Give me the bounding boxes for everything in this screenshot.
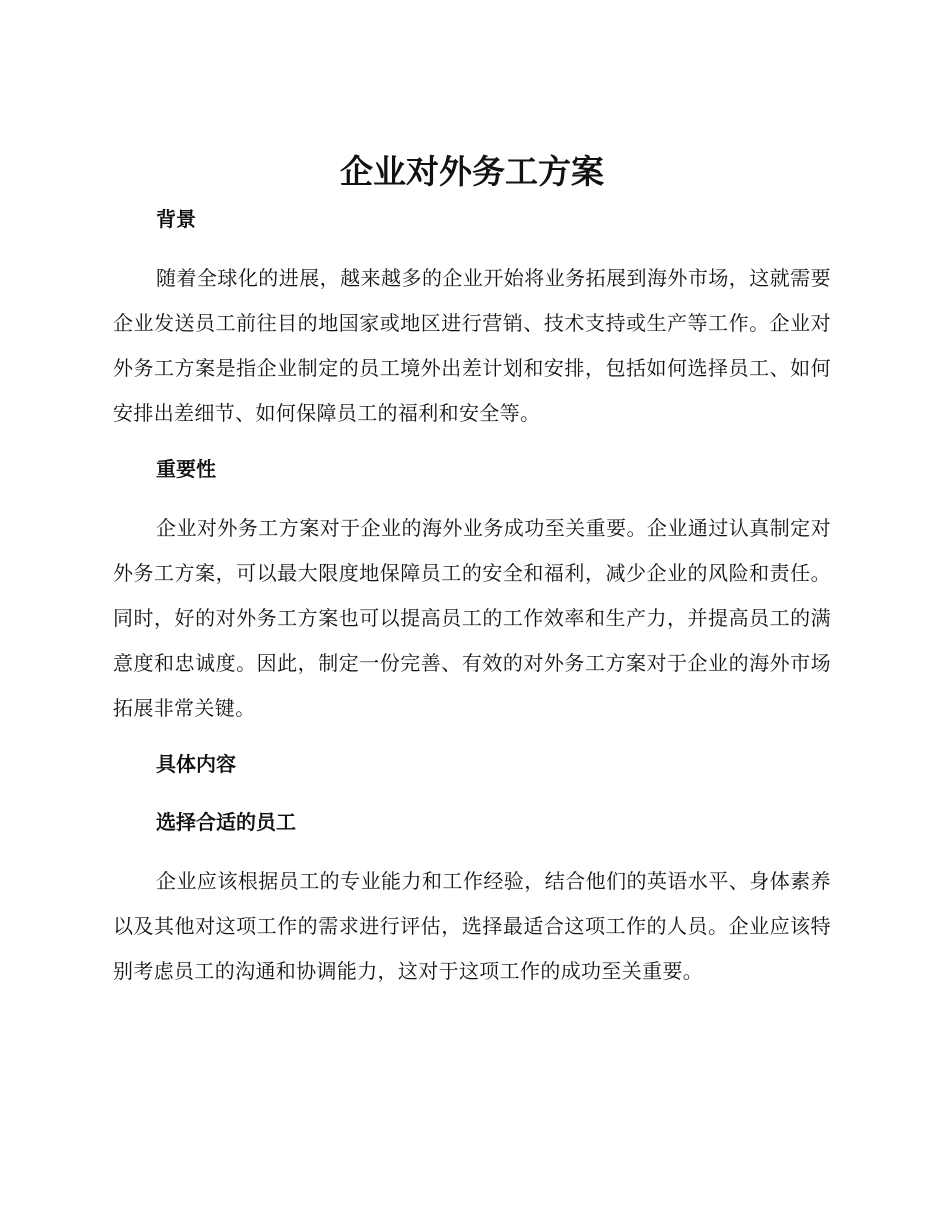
section-heading-background: 背景 <box>156 207 196 231</box>
section-heading-content: 具体内容 <box>156 752 236 776</box>
section-paragraph-importance: 企业对外务工方案对于企业的海外业务成功至关重要。企业通过认真制定对外务工方案，可以最大限度地保障员工的安全和福利，减少企业的风险和责任。同时，好的对外务工方案也可以提高员工的工作效率和生产力，并提高员工的满意度和忠诚度。因此，制定一份完善、有效的对外务工方案对于企业的海外市场拓展非常关键。 <box>113 516 831 720</box>
document-body <box>113 148 831 994</box>
section-heading-importance: 重要性 <box>156 457 216 481</box>
section-heading-select-staff: 选择合适的员工 <box>156 810 296 834</box>
section-paragraph-select-staff: 企业应该根据员工的专业能力和工作经验，结合他们的英语水平、身体素养以及其他对这项工作的需求进行评估，选择最适合这项工作的人员。企业应该特别考虑员工的沟通和协调能力，这对于这项工作的成功至关重要。 <box>113 869 831 983</box>
section-paragraph-background: 随着全球化的进展，越来越多的企业开始将业务拓展到海外市场，这就需要企业发送员工前往目的地国家或地区进行营销、技术支持或生产等工作。企业对外务工方案是指企业制定的员工境外出差计划和安排，包括如何选择员工、如何安排出差细节、如何保障员工的福利和安全等。 <box>113 266 831 425</box>
document-title: 企业对外务工方案 <box>340 152 604 191</box>
